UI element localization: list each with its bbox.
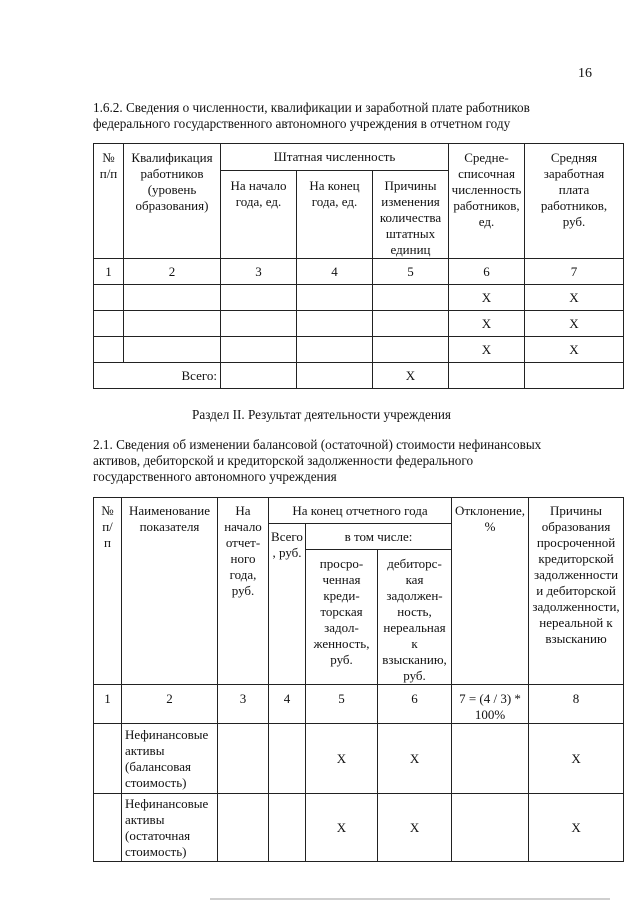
column-number: 2 xyxy=(122,685,218,724)
column-number: 2 xyxy=(124,259,221,285)
section-2-title: Раздел II. Результат деятельности учреждения xyxy=(192,407,452,422)
section-1-6-2-title xyxy=(93,100,530,132)
header-staff-count: Штатная численность xyxy=(221,144,449,171)
column-number: 6 xyxy=(449,259,525,285)
x-mark: Х xyxy=(449,285,525,311)
header-average-salary: Средняя заработная плата работников, руб. xyxy=(525,144,624,259)
header-start-year: На начало года, ед. xyxy=(221,171,297,259)
header-average-count: Средне- списочная численность работников, ед. xyxy=(449,144,525,259)
page-number: 16 xyxy=(578,66,592,81)
staff-table xyxy=(93,143,624,389)
header-reasons: Причины образования просроченной кредиторской задолженности и дебиторской задолженности, нереальной к взысканию xyxy=(529,498,624,685)
x-mark: Х xyxy=(373,363,449,389)
x-mark: Х xyxy=(525,285,624,311)
table-row xyxy=(94,724,624,794)
assets-table xyxy=(93,497,624,862)
header-start-year: На начало отчет- ного года, руб. xyxy=(218,498,269,685)
column-number: 7 xyxy=(525,259,624,285)
row-name: Нефинансовые активы (остаточная стоимость) xyxy=(122,794,218,862)
table-row xyxy=(94,285,624,311)
column-number: 5 xyxy=(306,685,378,724)
scan-edge-shadow xyxy=(210,898,610,900)
x-mark: Х xyxy=(525,337,624,363)
header-end-year: На конец года, ед. xyxy=(297,171,373,259)
x-mark: Х xyxy=(525,311,624,337)
column-number: 5 xyxy=(373,259,449,285)
table-row xyxy=(94,337,624,363)
header-number: № п/ п xyxy=(94,498,122,685)
row-name: Нефинансовые активы (балансовая стоимость) xyxy=(122,724,218,794)
header-deviation: Отклонение, % xyxy=(452,498,529,685)
x-mark: Х xyxy=(378,724,452,794)
column-number: 1 xyxy=(94,685,122,724)
x-mark: Х xyxy=(529,794,624,862)
table-row xyxy=(94,794,624,862)
header-total: Всего , руб. xyxy=(269,524,306,685)
section-2-1-title xyxy=(93,437,633,485)
column-number: 1 xyxy=(94,259,124,285)
column-number: 7 = (4 / 3) * 100% xyxy=(452,685,529,724)
header-qualification: Квалификация работников (уровень образования) xyxy=(124,144,221,259)
total-row xyxy=(94,363,624,389)
header-overdue-payables: просро- ченная креди- торская задол- женность, руб. xyxy=(306,550,378,685)
header-end-year: На конец отчетного года xyxy=(269,498,452,524)
column-number: 3 xyxy=(218,685,269,724)
header-number: № п/п xyxy=(94,144,124,259)
section-title-line: федерального государственного автономного учреждения в отчетном году xyxy=(93,116,511,131)
section-title-line: 2.1. Сведения об изменении балансовой (остаточной) стоимости нефинансовых xyxy=(93,437,542,452)
header-change-reason: Причины изменения количества штатных единиц xyxy=(373,171,449,259)
x-mark: Х xyxy=(529,724,624,794)
column-number: 6 xyxy=(378,685,452,724)
section-title-line: 1.6.2. Сведения о численности, квалификации и заработной плате работников xyxy=(93,100,530,115)
column-number: 4 xyxy=(269,685,306,724)
x-mark: Х xyxy=(378,794,452,862)
total-label: Всего: xyxy=(94,363,221,389)
section-title-line: активов, дебиторской и кредиторской задолженности федерального xyxy=(93,453,474,468)
header-indicator-name: Наименование показателя xyxy=(122,498,218,685)
header-receivables: дебиторс- кая задолжен- ность, нереальная к взысканию, руб. xyxy=(378,550,452,685)
section-title-line: государственного автономного учреждения xyxy=(93,469,337,484)
column-number: 3 xyxy=(221,259,297,285)
column-number: 4 xyxy=(297,259,373,285)
table-row xyxy=(94,311,624,337)
x-mark: Х xyxy=(449,337,525,363)
x-mark: Х xyxy=(449,311,525,337)
column-number: 8 xyxy=(529,685,624,724)
x-mark: Х xyxy=(306,794,378,862)
x-mark: Х xyxy=(306,724,378,794)
header-including: в том числе: xyxy=(306,524,452,550)
